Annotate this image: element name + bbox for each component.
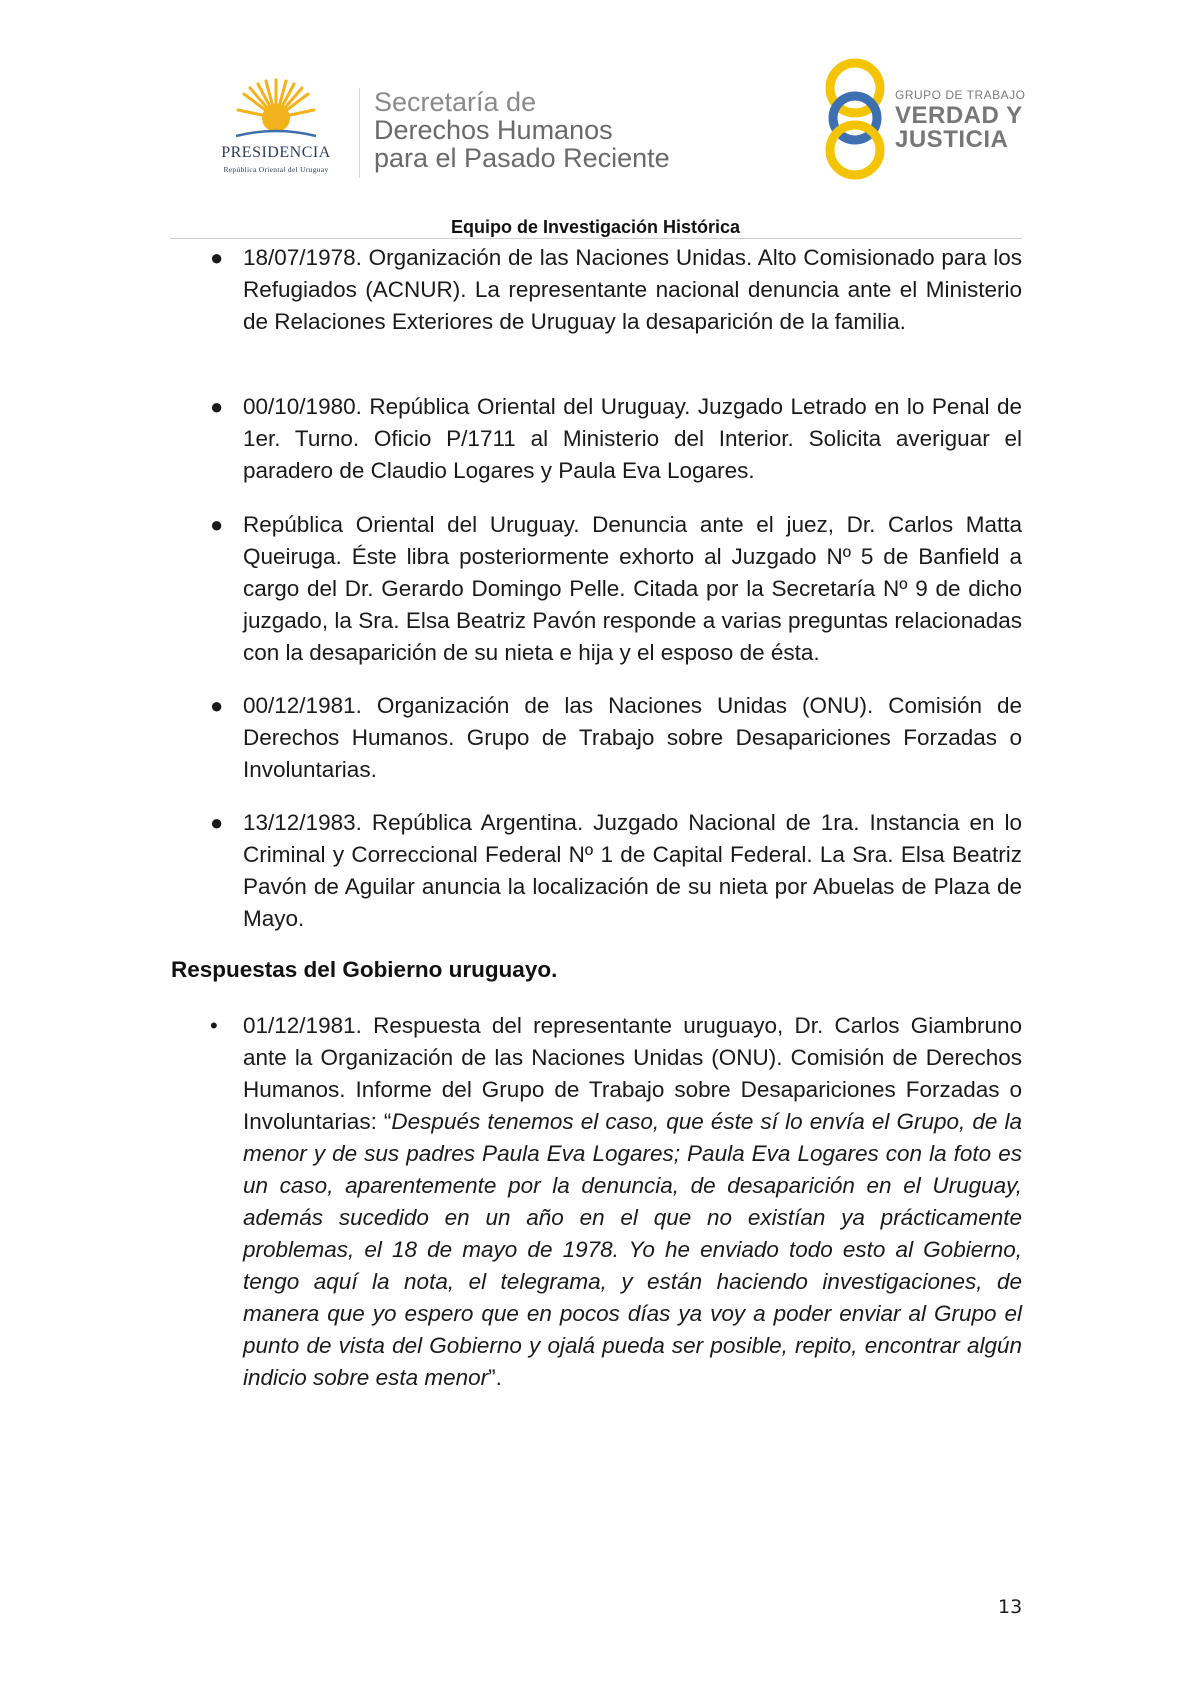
- presidencia-subtitle: República Oriental del Uruguay: [223, 165, 329, 174]
- verdad-y-label: VERDAD Y: [895, 102, 1023, 129]
- list-item: [210, 242, 1022, 338]
- presidencia-name: PRESIDENCIA: [221, 144, 331, 161]
- grupo-trabajo-logo: [820, 58, 1030, 180]
- list-item: [210, 391, 1022, 487]
- response-intro: 01/12/1981. Respuesta del representante uruguayo, Dr. Carlos Giambruno ante la Organización de las Naciones Unidas (ONU). Comisión de Derechos Humanos. Informe del Grupo de Trabajo sobre Desapariciones Forzadas o Involuntarias: “: [243, 1013, 1022, 1134]
- page-header: [0, 0, 1191, 240]
- bullet-icon: ●: [210, 693, 224, 718]
- list-item-text: 00/12/1981. Organización de las Naciones Unidas (ONU). Comisión de Derechos Humanos. Grupo de Trabajo sobre Desapariciones Forzadas o Involuntarias.: [243, 693, 1022, 782]
- response-item: [210, 1010, 1022, 1394]
- bullet-icon: ●: [210, 394, 224, 419]
- rings-icon: [820, 58, 890, 180]
- page-number: 13: [998, 1596, 1023, 1618]
- justicia-label: JUSTICIA: [895, 126, 1009, 153]
- header-rule: [170, 238, 1022, 239]
- bullet-icon: ●: [210, 512, 224, 537]
- secretaria-logo-text: [374, 88, 670, 172]
- team-title: Equipo de Investigación Histórica: [450, 217, 741, 237]
- list-item-text: 18/07/1978. Organización de las Naciones Unidas. Alto Comisionado para los Refugiados (ACNUR). La representante nacional denuncia ante el Ministerio de Relaciones Exteriores de Uruguay la desaparición de la familia.: [243, 245, 1022, 334]
- section-heading: Respuestas del Gobierno uruguayo.: [171, 957, 558, 982]
- response-quote: Después tenemos el caso, que éste sí lo envía el Grupo, de la menor y de sus padres Paula Eva Logares; Paula Eva Logares con la foto es un caso, aparentemente por la denuncia, de desaparición en el Uruguay, además sucedido en un año en el que no existían ya prácticamente problemas, el 18 de mayo de 1978. Yo he enviado todo esto al Gobierno, tengo aquí la nota, el telegrama, y están haciendo investigaciones, de manera que yo espero que en pocos días ya voy a poder enviar al Grupo el punto de vista del Gobierno y ojalá pueda ser posible, repito, encontrar algún indicio sobre esta menor: [243, 1109, 1022, 1390]
- sun-icon: [236, 78, 316, 142]
- secretaria-line-3: para el Pasado Reciente: [374, 143, 670, 173]
- bullet-icon: •: [210, 1013, 218, 1038]
- list-item: [210, 807, 1022, 935]
- secretaria-line-1: Secretaría de: [374, 87, 537, 117]
- bullet-icon: ●: [210, 810, 224, 835]
- secretaria-line-2: Derechos Humanos: [374, 115, 613, 145]
- bullet-icon: ●: [210, 245, 224, 270]
- list-item-text: 00/10/1980. República Oriental del Uruguay. Juzgado Letrado en lo Penal de 1er. Turno. Oficio P/1711 al Ministerio del Interior. Solicita averiguar el paradero de Claudio Logares y Paula Eva Logares.: [243, 394, 1022, 483]
- response-closing: ”.: [488, 1365, 502, 1390]
- logo-divider: [359, 88, 360, 178]
- grupo-trabajo-label: GRUPO DE TRABAJO: [895, 88, 1026, 102]
- presidencia-logo: [196, 78, 356, 178]
- list-item: [210, 509, 1022, 669]
- list-item: [210, 690, 1022, 786]
- list-item-text: 13/12/1983. República Argentina. Juzgado Nacional de 1ra. Instancia en lo Criminal y Correccional Federal Nº 1 de Capital Federal. La Sra. Elsa Beatriz Pavón de Aguilar anuncia la localización de su nieta por Abuelas de Plaza de Mayo.: [243, 810, 1022, 931]
- list-item-text: República Oriental del Uruguay. Denuncia ante el juez, Dr. Carlos Matta Queiruga. Éste libra posteriormente exhorto al Juzgado Nº 5 de Banfield a cargo del Dr. Gerardo Domingo Pelle. Citada por la Secretaría Nº 9 de dicho juzgado, la Sra. Elsa Beatriz Pavón responde a varias preguntas relacionadas con la desaparición de su nieta e hija y el esposo de ésta.: [243, 512, 1022, 665]
